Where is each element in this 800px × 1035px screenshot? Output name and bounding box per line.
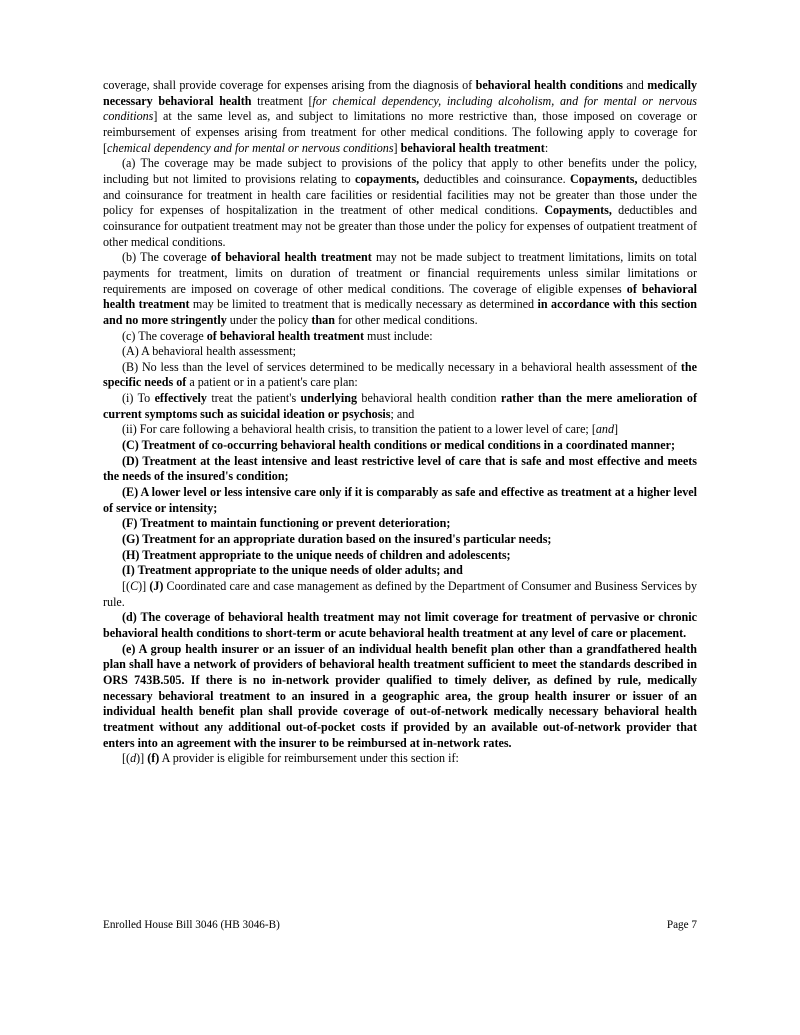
text-run: in accordance with this section and no more stringently	[103, 297, 697, 327]
text-run: treatment [	[251, 93, 313, 108]
text-run: medically necessary behavioral health	[103, 78, 698, 108]
bill-text-body	[103, 78, 697, 767]
text-run: behavioral health condition	[357, 391, 501, 406]
text-run: and	[622, 78, 648, 92]
text-run: (G) Treatment for an appropriate duration based on the insured's particular needs;	[122, 532, 552, 547]
paragraph	[103, 532, 697, 548]
paragraph	[103, 454, 697, 485]
text-run: ; and	[390, 406, 415, 421]
text-run: underlying	[300, 391, 358, 406]
text-run: deductibles and coinsurance for treatment in health care facilities or residential facilities may not be greater than those under the policy for expenses of hospitalization in the treatment of other medical conditions.	[103, 171, 697, 218]
text-run: (D) Treatment at the least intensive and least restrictive level of care that is safe and most effective and meets the needs of the insured's condition;	[103, 453, 697, 484]
paragraph	[103, 516, 697, 532]
text-run: rather than the mere amelioration of current symptoms such as suicidal ideation or psychosis	[103, 391, 697, 421]
text-run: )]	[136, 751, 148, 766]
text-run: copayments,	[355, 171, 420, 186]
paragraph	[103, 344, 697, 360]
text-run: Copayments,	[544, 203, 612, 218]
paragraph	[103, 751, 697, 767]
text-run: )]	[138, 579, 150, 593]
text-run: coverage, shall provide coverage for expenses arising from the diagnosis of	[103, 78, 476, 92]
text-run: (A) A behavioral health assessment;	[122, 344, 296, 359]
paragraph	[103, 422, 697, 438]
text-run: Copayments,	[570, 171, 638, 186]
text-run: treat the patient's	[206, 391, 301, 406]
text-run: may not be made subject to treatment limitations, limits on total payments for treatment, limits on duration of treatment or financial requirements unless similar limitations or requirements are imposed on coverage of other medical conditions. The coverage of eligible expenses	[103, 250, 697, 296]
text-run: behavioral health treatment	[400, 140, 545, 155]
text-run: (e) A group health insurer or an issuer of an individual health benefit plan other than a grandfathered health plan shall have a network of providers of behavioral health treatment sufficient to meet the standards described in ORS 743B.505. If there is no in-network provider qualified to timely deliver, as defined by rule, medically necessary behavioral treatment to an insured in a geographic area, the group health insurer or issuer of an individual health benefit plan shall provide coverage of out-of-network medically necessary behavioral health treatment without any additional out-of-pocket costs if provided by an available out-of-network provider that enters into an agreement with the insurer to be reimbursed at in-network rates.	[103, 641, 697, 750]
text-run: behavioral health conditions	[475, 78, 623, 92]
text-run: (F) Treatment to maintain functioning or prevent deterioration;	[122, 516, 451, 531]
paragraph	[103, 360, 697, 391]
text-run: of behavioral health treatment	[103, 281, 697, 312]
text-run: of behavioral health treatment	[210, 250, 372, 265]
text-run: (b) The coverage	[122, 250, 211, 265]
paragraph	[103, 156, 697, 250]
text-run: C	[130, 579, 139, 593]
text-run: for other medical conditions.	[334, 312, 478, 327]
text-run: for chemical dependency, including alcoholism, and for mental or nervous conditions	[103, 93, 697, 124]
paragraph	[103, 563, 697, 579]
text-run: a patient or in a patient's care plan:	[186, 375, 358, 390]
paragraph	[103, 642, 697, 752]
text-run: effectively	[154, 391, 207, 406]
text-run: (a) The coverage may be made subject to provisions of the policy that apply to other benefits under the policy, including but not limited to provisions relating to	[103, 156, 697, 186]
text-run: ]	[393, 140, 401, 155]
text-run: than	[311, 312, 335, 327]
paragraph	[103, 329, 697, 345]
paragraph	[103, 610, 697, 641]
text-run: ] at the same level as, and subject to limitations no more restrictive than, those imposed on coverage or reimbursement of expenses arising from treatment for other medical conditions. The following apply to coverage for [	[103, 109, 697, 155]
text-run: d	[130, 751, 137, 766]
text-run: [(	[122, 579, 131, 593]
text-run: [(	[122, 751, 131, 766]
text-run: A provider is eligible for reimbursement under this section if:	[159, 751, 459, 766]
text-run: chemical dependency and for mental or nervous conditions	[107, 140, 394, 155]
text-run: deductibles and coinsurance.	[419, 171, 571, 186]
text-run: (C) Treatment of co-occurring behavioral health conditions or medical conditions in a coordinated manner;	[122, 438, 676, 453]
text-run: may be limited to treatment that is medically necessary as determined	[189, 297, 538, 312]
text-run: (E) A lower level or less intensive care only if it is comparably as safe and effective as treatment at a higher level of service or intensity;	[103, 485, 697, 515]
paragraph	[103, 579, 697, 610]
text-run: (d) The coverage of behavioral health treatment may not limit coverage for treatment of pervasive or chronic behavioral health conditions to short-term or acute behavioral health treatment at any level of care or placement.	[103, 610, 697, 640]
paragraph	[103, 250, 697, 328]
text-run: deductibles and coinsurance for outpatient treatment may not be greater than those under the policy for expenses of outpatient treatment of other medical conditions.	[103, 203, 697, 249]
paragraph	[103, 391, 697, 422]
paragraph	[103, 438, 697, 454]
paragraph	[103, 548, 697, 564]
text-run: (J)	[149, 579, 164, 593]
text-run: (f)	[147, 751, 160, 766]
text-run: Coordinated care and case management as defined by the Department of Consumer and Business Services by rule.	[103, 579, 698, 609]
text-run: (B) No less than the level of services determined to be medically necessary in a behavioral health assessment of	[122, 359, 681, 374]
text-run: (c) The coverage	[122, 328, 207, 343]
text-run: :	[544, 140, 549, 155]
text-run: (H) Treatment appropriate to the unique needs of children and adolescents;	[122, 547, 511, 562]
text-run: (i) To	[122, 391, 155, 406]
text-run: under the policy	[226, 312, 312, 327]
footer-bill-identifier: Enrolled House Bill 3046 (HB 3046-B)	[103, 919, 280, 931]
text-run: of behavioral health treatment	[206, 328, 365, 343]
text-run: (ii) For care following a behavioral health crisis, to transition the patient to a lower level of care; [	[122, 422, 596, 437]
paragraph	[103, 485, 697, 516]
paragraph	[103, 78, 697, 156]
text-run: the specific needs of	[103, 359, 697, 390]
text-run: ]	[613, 422, 619, 437]
footer-page-number: Page 7	[666, 919, 697, 931]
page-footer	[103, 919, 697, 931]
text-run: and	[595, 422, 614, 437]
text-run: must include:	[364, 328, 433, 343]
text-run: (I) Treatment appropriate to the unique needs of older adults; and	[122, 563, 463, 578]
